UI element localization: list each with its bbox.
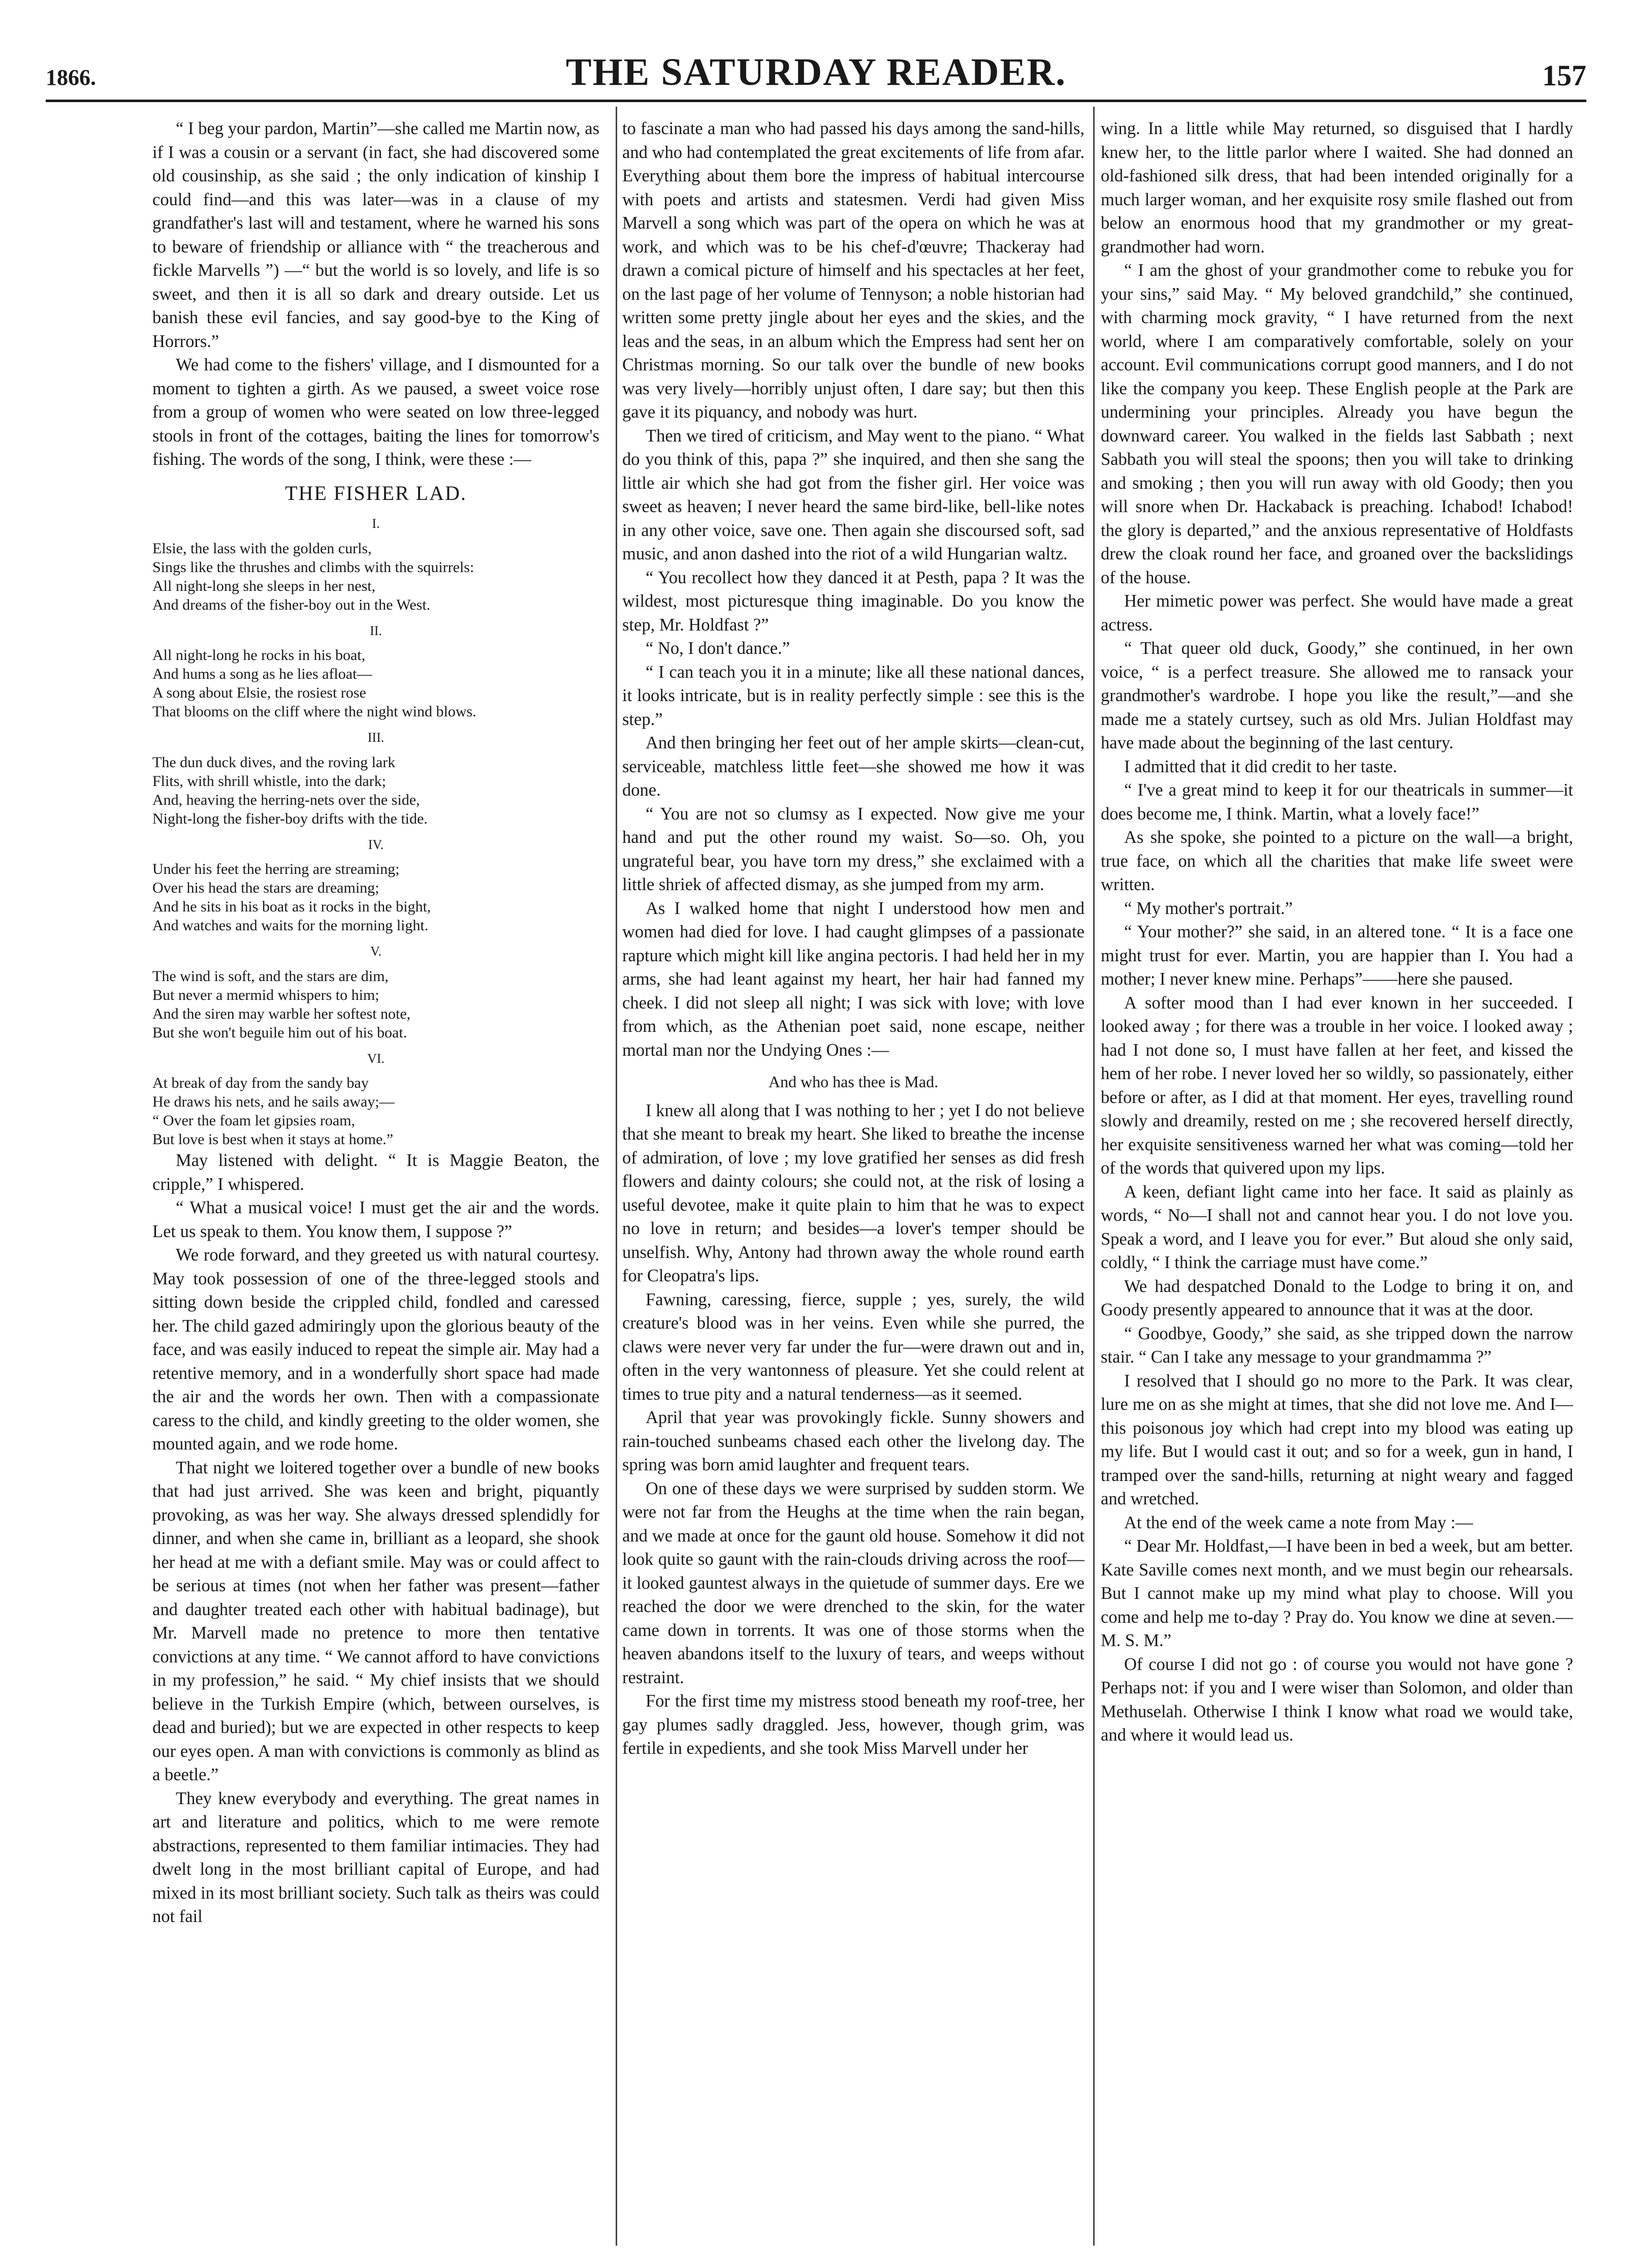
column-2 [622, 117, 1084, 2251]
verse-line: Under his feet the herring are streaming; [152, 861, 400, 877]
verse-line: That blooms on the cliff where the night wind blows. [152, 703, 476, 720]
verse-line: Flits, with shrill whistle, into the dark; [152, 772, 386, 790]
verse-line: But she won't beguile him out of his boat. [152, 1024, 407, 1041]
paragraph: “ What a musical voice! I must get the air and the words. Let us speak to them. You know them, I suppose ?” [152, 1198, 599, 1241]
stanza [152, 512, 599, 614]
verse-line: And hums a song as he lies afloat— [152, 666, 372, 682]
paragraph: “ Dear Mr. Holdfast,—I have been in bed a week, but am better. Kate Saville comes next month, and we must begin our rehearsals. But I cannot make up my mind what play to choose. Will you come and help me to-day ? Pray do. You know we dine at seven.—M. S. M.” [1101, 1536, 1573, 1650]
masthead-title: THE SATURDAY READER. [565, 51, 1067, 93]
paragraph: That night we loitered together over a bundle of new books that had just arrived. She was keen and bright, piquantly provoking, as was her way. She always dressed splendidly for dinner, and when she came in, brilliant as a leopard, she shook her head at me with a defiant smile. May was or could affect to be serious at times (not when her father was present—father and daughter treated each other with habitual badinage), but Mr. Marvell made no pretence to more then tentative convictions at any time. “ We cannot afford to have convictions in my profession,” he said. “ My chief insists that we should believe in the Turkish Empire (which, between ourselves, is dead and buried); but we are expected in other respects to keep our eyes open. A man with convictions is commonly as blind as a beetle.” [152, 1458, 599, 1784]
paragraph: Her mimetic power was perfect. She would have made a great actress. [1101, 591, 1573, 635]
paragraph: A softer mood than I had ever known in her succeeded. I looked away ; for there was a trouble in her voice. I looked away ; had I not done so, I must have fallen at her feet, and kissed the hem of her robe. I never loved her so wildly, so passionately, either before or after, as I did at that moment. Her eyes, travelling round slowly and dreamily, rested on me ; she recovered herself directly, her exquisite sensitiveness warned her what was coming—told her of the words that quivered upon my lips. [1101, 993, 1573, 1178]
paragraph: And then bringing her feet out of her ample skirts—clean-cut, serviceable, matchless little feet—she showed me how it was done. [622, 733, 1084, 800]
paragraph: Then we tired of criticism, and May went to the piano. “ What do you think of this, papa ?” she inquired, and then she sang the little air which she had got from the fisher girl. Her voice was sweet as heaven; I never heard the same bird-like, bell-like notes in any other voice, save one. Then again she discoursed soft, sad music, and anon dashed into the riot of a wild Hungarian waltz. [622, 426, 1084, 563]
column-1 [152, 117, 599, 2251]
paragraph: Fawning, caressing, fierce, supple ; yes, surely, the wild creature's blood was in her veins. Even while she purred, the claws were never very far under the fur—were drawn out and in, often in the very wantonness of pleasure. Yet she could relent at times to true pity and a natural tenderness—as it seemed. [622, 1289, 1084, 1404]
stanza [152, 619, 599, 721]
paragraph: “ My mother's portrait.” [1124, 898, 1293, 918]
paragraph: May listened with delight. “ It is Maggie Beaton, the cripple,” I whispered. [152, 1151, 599, 1194]
stanza [152, 940, 599, 1042]
verse-line: But love is best when it stays at home.” [152, 1131, 394, 1148]
stanza [152, 726, 599, 828]
paragraph: “ I've a great mind to keep it for our theatricals in summer—it does become me, I think. Martin, what a lovely face!” [1101, 780, 1573, 824]
paragraph: I knew all along that I was nothing to her ; yet I do not believe that she meant to break my heart. She liked to breathe the incense of admiration, of love ; my love gratified her senses as did fresh flowers and dainty colours; she could not, at the risk of losing a useful devotee, make it quite plain to him that he was to expect no love in return; and besides—a lover's temper should be unselfish. Why, Antony had thrown away the whole round earth for Cleopatra's lips. [622, 1100, 1084, 1285]
page-header [46, 49, 1586, 94]
paragraph: to fascinate a man who had passed his days among the sand-hills, and who had contemplated the great excitements of life from afar. Everything about them bore the impress of habitual intercourse with poets and artists and statesmen. Verdi had given Miss Marvell a song which was part of the opera on which he was at work, and which was to be his chef-d'œuvre; Thackeray had drawn a comical picture of himself and his spectacles at her feet, on the last page of her volume of Tennyson; a noble historian had written some pretty jingle about her eyes and the skies, and the leas and the seas, in an album which the Empress had sent her on Christmas morning. So our talk over the bundle of new books was very lively—horribly unjust often, I dare say; but then this gave it its piquancy, and nobody was hurt. [622, 119, 1084, 422]
verse-line: A song about Elsie, the rosiest rose [152, 684, 366, 701]
paragraph: “ You recollect how they danced it at Pesth, papa ? It was the wildest, most picturesque thing imaginable. Do you know the step, Mr. Holdfast ?” [622, 568, 1084, 635]
header-year: 1866. [46, 65, 96, 90]
stanza-number: II. [370, 623, 382, 638]
paragraph: wing. In a little while May returned, so disguised that I hardly knew her, to the little parlor where I waited. She had donned an old-fashioned silk dress, that had been intended originally for a much larger woman, and her exquisite rosy smile flashed out from below an enormous hood that my grandmother or my great-grandmother had worn. [1101, 119, 1573, 257]
paragraph: I resolved that I should go no more to the Park. It was clear, lure me on as she might at times, that she did not love me. And I—this poisonous joy which had crept into my blood was eating up my life. But I would cast it out; and so for a week, gun in hand, I tramped over the sand-hills, returning at night weary and fagged and wretched. [1101, 1371, 1573, 1508]
page-number: 157 [1542, 59, 1586, 92]
stanza-number: IV. [368, 837, 384, 852]
verse-line: “ Over the foam let gipsies roam, [152, 1112, 356, 1129]
paragraph: “ No, I don't dance.” [646, 639, 790, 658]
paragraph: “ You are not so clumsy as I expected. Now give me your hand and put the other round my waist. So—so. Oh, you ungrateful bear, you have torn my dress,” she exclaimed with a little shriek of affected dismay, as she jumped from my arm. [622, 804, 1084, 894]
verse-line: And he sits in his boat as it rocks in the bight, [152, 898, 431, 915]
verse-line: At break of day from the sandy bay [152, 1075, 369, 1091]
paragraph: We rode forward, and they greeted us with natural courtesy. May took possession of one of the three-legged stools and sitting down beside the crippled child, fondled and caressed her. The child gazed admiringly upon the glorious beauty of the face, and was easily induced to repeat the simple air. May had a retentive memory, and in a wonderfully short space had made the air and the words her own. Then with a compassionate caress to the child, and kindly greeting to the older women, she mounted again, and we rode home. [152, 1245, 599, 1454]
paragraph: “ That queer old duck, Goody,” she continued, in her own voice, “ is a perfect treasure. She allowed me to ransack your grandmother's wardrobe. I hope you like the result,”—and she made me a stately curtsey, such as old Mrs. Julian Holdfast may have made about the beginning of the last century. [1101, 639, 1573, 752]
verse-line: Night-long the fisher-boy drifts with the tide. [152, 810, 428, 827]
stanza-number: VI. [367, 1051, 385, 1066]
verse-line: Elsie, the lass with the golden curls, [152, 540, 372, 557]
paragraph: A keen, defiant light came into her face. It said as plainly as words, “ No—I shall not and cannot hear you. I do not love you. Speak a word, and I leave you for ever.” But aloud she only said, coldly, “ I think the carriage must have come.” [1101, 1182, 1573, 1272]
paragraph: I admitted that it did credit to her taste. [1124, 757, 1397, 776]
paragraph: At the end of the week came a note from May :— [1124, 1513, 1473, 1532]
paragraph: They knew everybody and everything. The great names in art and literature and politics, which to me were remote abstractions, represented to them familiar intimacies. They had dwelt long in the most brilliant capital of Europe, and had mixed in its most brilliant society. Such talk as theirs was could not fail [152, 1788, 599, 1926]
column-divider [1093, 107, 1095, 2246]
paragraph: For the first time my mistress stood beneath my roof-tree, her gay plumes sadly draggled. Jess, however, though grim, was fertile in expedients, and she took Miss Marvell under her [622, 1691, 1084, 1758]
verse-line: All night-long he rocks in his boat, [152, 647, 366, 664]
column-3 [1101, 117, 1573, 2251]
verse-line: And, heaving the herring-nets over the side, [152, 791, 420, 808]
poem-title: THE FISHER LAD. [285, 481, 467, 505]
paragraph: As she spoke, she pointed to a picture on the wall—a bright, true face, on which all the charities that make life sweet were written. [1101, 828, 1573, 894]
verse-line: But never a mermid whispers to him; [152, 986, 379, 1003]
paragraph: “ I beg your pardon, Martin”—she called me Martin now, as if I was a cousin or a servant (in fact, she had discovered some old cousinship, as she said ; the only indication of kinship I could find—and this was later—was in a clause of my grandfather's last will and testament, where he warned his sons to beware of friendship or alliance with “ the treacherous and fickle Marvells ”) —“ but the world is so lovely, and life is so sweet, and then it is all so dark and dreary outside. Let us banish these evil fancies, and say good-bye to the King of Horrors.” [152, 119, 599, 351]
paragraph: As I walked home that night I understood how men and women had died for love. I had caught glimpses of a passionate rapture which might kill like angina pectoris. I had held her in my arms, she had leant against my heart, her hair had fanned my cheek. I did not sleep all night; I was sick with love; with love from which, as the Athenian poet said, none escape, neither mortal man nor the Undying Ones :— [622, 898, 1084, 1060]
paragraph: April that year was provokingly fickle. Sunny showers and rain-touched sunbeams chased each other the livelong day. The spring was born amid laughter and frequent tears. [622, 1408, 1084, 1474]
verse-line: And watches and waits for the morning light. [152, 917, 429, 934]
paragraph: Of course I did not go : of course you would not have gone ? Perhaps not: if you and I were wiser than Solomon, and older than Methuselah. Otherwise I think I know what road we would take, and where it would lead us. [1101, 1654, 1573, 1745]
stanza-number: V. [370, 944, 381, 959]
paragraph: We had despatched Donald to the Lodge to bring it on, and Goody presently appeared to announce that it was at the door. [1101, 1276, 1573, 1319]
paragraph: “ I can teach you it in a minute; like all these national dances, it looks intricate, but is in reality perfectly simple : see this is the step.” [622, 662, 1084, 729]
verse-line: And the siren may warble her softest note, [152, 1005, 411, 1022]
verse-line: The wind is soft, and the stars are dim, [152, 967, 389, 985]
paragraph: “ Goodbye, Goody,” she said, as she tripped down the narrow stair. “ Can I take any message to your grandmamma ?” [1101, 1324, 1573, 1367]
stanza [152, 833, 599, 935]
verse-line: Sings like the thrushes and climbs with the squirrels: [152, 558, 474, 576]
paragraph: “ Your mother?” she said, in an altered tone. “ It is a face one might trust for ever. Martin, you are happier than I. You had a mother; I never knew mine. Perhaps”——here she paused. [1101, 922, 1573, 989]
stanza [152, 1047, 599, 1149]
verse-line: He draws his nets, and he sails away;— [152, 1093, 395, 1110]
paragraph: We had come to the fishers' village, and I dismounted for a moment to tighten a girth. As we paused, a sweet voice rose from a group of women who were seated on low three-legged stools in front of the cottages, baiting the lines for tomorrow's fishing. The words of the song, I think, were these :— [152, 355, 599, 469]
verse-line: All night-long she sleeps in her nest, [152, 577, 376, 594]
column-divider [616, 107, 617, 2246]
stanza-number: I. [372, 516, 380, 531]
stanza-number: III. [367, 730, 385, 745]
paragraph: “ I am the ghost of your grandmother come to rebuke you for your sins,” said May. “ My beloved grandchild,” she continued, with charming mock gravity, “ I have returned from the next world, where I am comparatively comfortable, solely on your account. Evil communications corrupt good manners, and I do not like the company you keep. These English people at the Park are undermining your principles. Already you have begun the downward career. You walked in the fields last Sabbath ; next Sabbath you will steal the spoons; then you will take to drinking and smoking ; then you will run away with old Goody; then you will snore when Dr. Hackaback is preaching. Ichabod! Ichabod! the glory is departed,” and the anxious representative of Holdfasts drew the cloak round her face, and groaned over the backslidings of the house. [1101, 261, 1573, 587]
header-rule [46, 100, 1586, 102]
paragraph: On one of these days we were surprised by sudden storm. We were not far from the Heughs at the time when the rain began, and we made at once for the gaunt old house. Somehow it did not look quite so gaunt with the rain-clouds driving across the roof—it looked gauntest always in the quietude of summer days. Ere we reached the door we were drenched to the skin, for the water came down in torrents. It was one of those storms when the heaven abandons itself to the luxury of tears, and weeps without restraint. [622, 1478, 1084, 1687]
quotation-line: And who has thee is Mad. [768, 1073, 939, 1091]
verse-line: And dreams of the fisher-boy out in the West. [152, 596, 431, 613]
verse-line: The dun duck dives, and the roving lark [152, 753, 396, 771]
verse-line: Over his head the stars are dreaming; [152, 879, 379, 896]
